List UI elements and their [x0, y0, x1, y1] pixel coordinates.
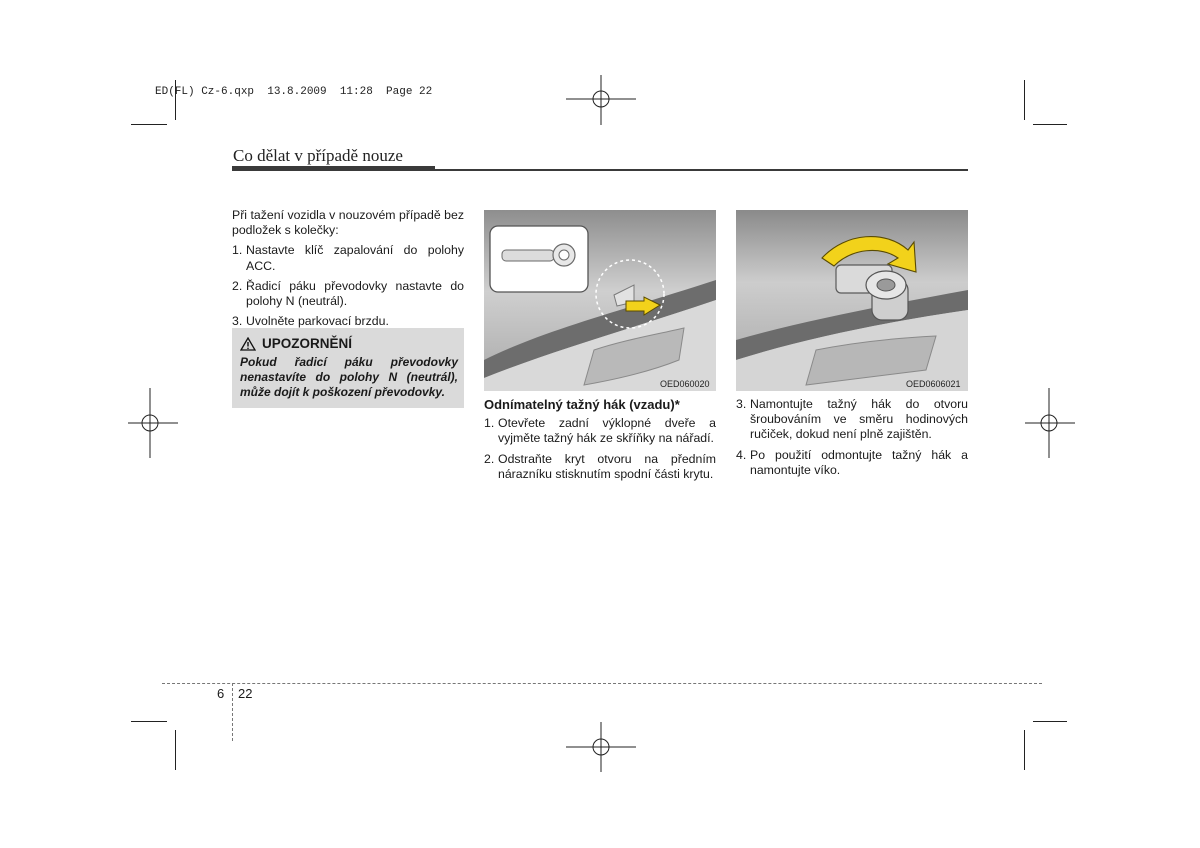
- figure-tow-hook-install: [736, 210, 968, 391]
- title-bar: [232, 166, 435, 171]
- middle-steps: [484, 416, 716, 482]
- left-column: [232, 208, 464, 334]
- list-item: 1. Nastavte klíč zapalování do polohy ACC.: [232, 243, 464, 273]
- list-item: 1. Otevřete zadní výklopné dveře a vyjměte tažný hák ze skříňky na nářadí.: [484, 416, 716, 446]
- right-steps: [736, 397, 968, 478]
- left-steps: [232, 243, 464, 329]
- figure-tow-hook-cover: [484, 210, 716, 391]
- warning-title: UPOZORNĚNÍ: [240, 336, 352, 351]
- section-subheading: Odnímatelný tažný hák (vzadu)*: [484, 397, 680, 412]
- chapter-number: 6: [217, 686, 225, 701]
- warning-body: Pokud řadicí páku převodovky nenastavíte do polohy N (neutrál), může dojít k poškození převodovky.: [240, 355, 458, 399]
- figure-code: OED0606021: [906, 379, 961, 389]
- list-item: 2. Odstraňte kryt otvoru na předním nárazníku stisknutím spodní části krytu.: [484, 451, 716, 481]
- footer-rule: [162, 683, 1042, 684]
- title-rule: [435, 169, 968, 171]
- registration-mark-bottom: [566, 722, 636, 772]
- registration-mark-right: [1025, 388, 1075, 458]
- print-header: ED(FL) Cz-6.qxp 13.8.2009 11:28 Page 22: [155, 86, 433, 98]
- registration-mark-left: [128, 388, 178, 458]
- intro-text: Při tažení vozidla v nouzovém případě bez podložek s kolečky:: [232, 208, 464, 238]
- figure-code: OED060020: [660, 379, 710, 389]
- footer-divider: [232, 683, 233, 741]
- list-item: 2. Řadicí páku převodovky nastavte do polohy N (neutrál).: [232, 278, 464, 309]
- list-item: 4. Po použití odmontujte tažný hák a namontujte víko.: [736, 447, 968, 477]
- page-number: 22: [238, 686, 253, 701]
- list-item: 3. Namontujte tažný hák do otvoru šroubováním ve směru hodinových ručiček, dokud není plně zajištěn.: [736, 397, 968, 442]
- warning-triangle-icon: [240, 337, 256, 351]
- middle-column: [484, 397, 716, 487]
- list-item: 3. Uvolněte parkovací brzdu.: [232, 314, 389, 329]
- section-title: Co dělat v případě nouze: [233, 146, 403, 165]
- right-column: [736, 397, 968, 483]
- registration-mark-top: [566, 75, 636, 125]
